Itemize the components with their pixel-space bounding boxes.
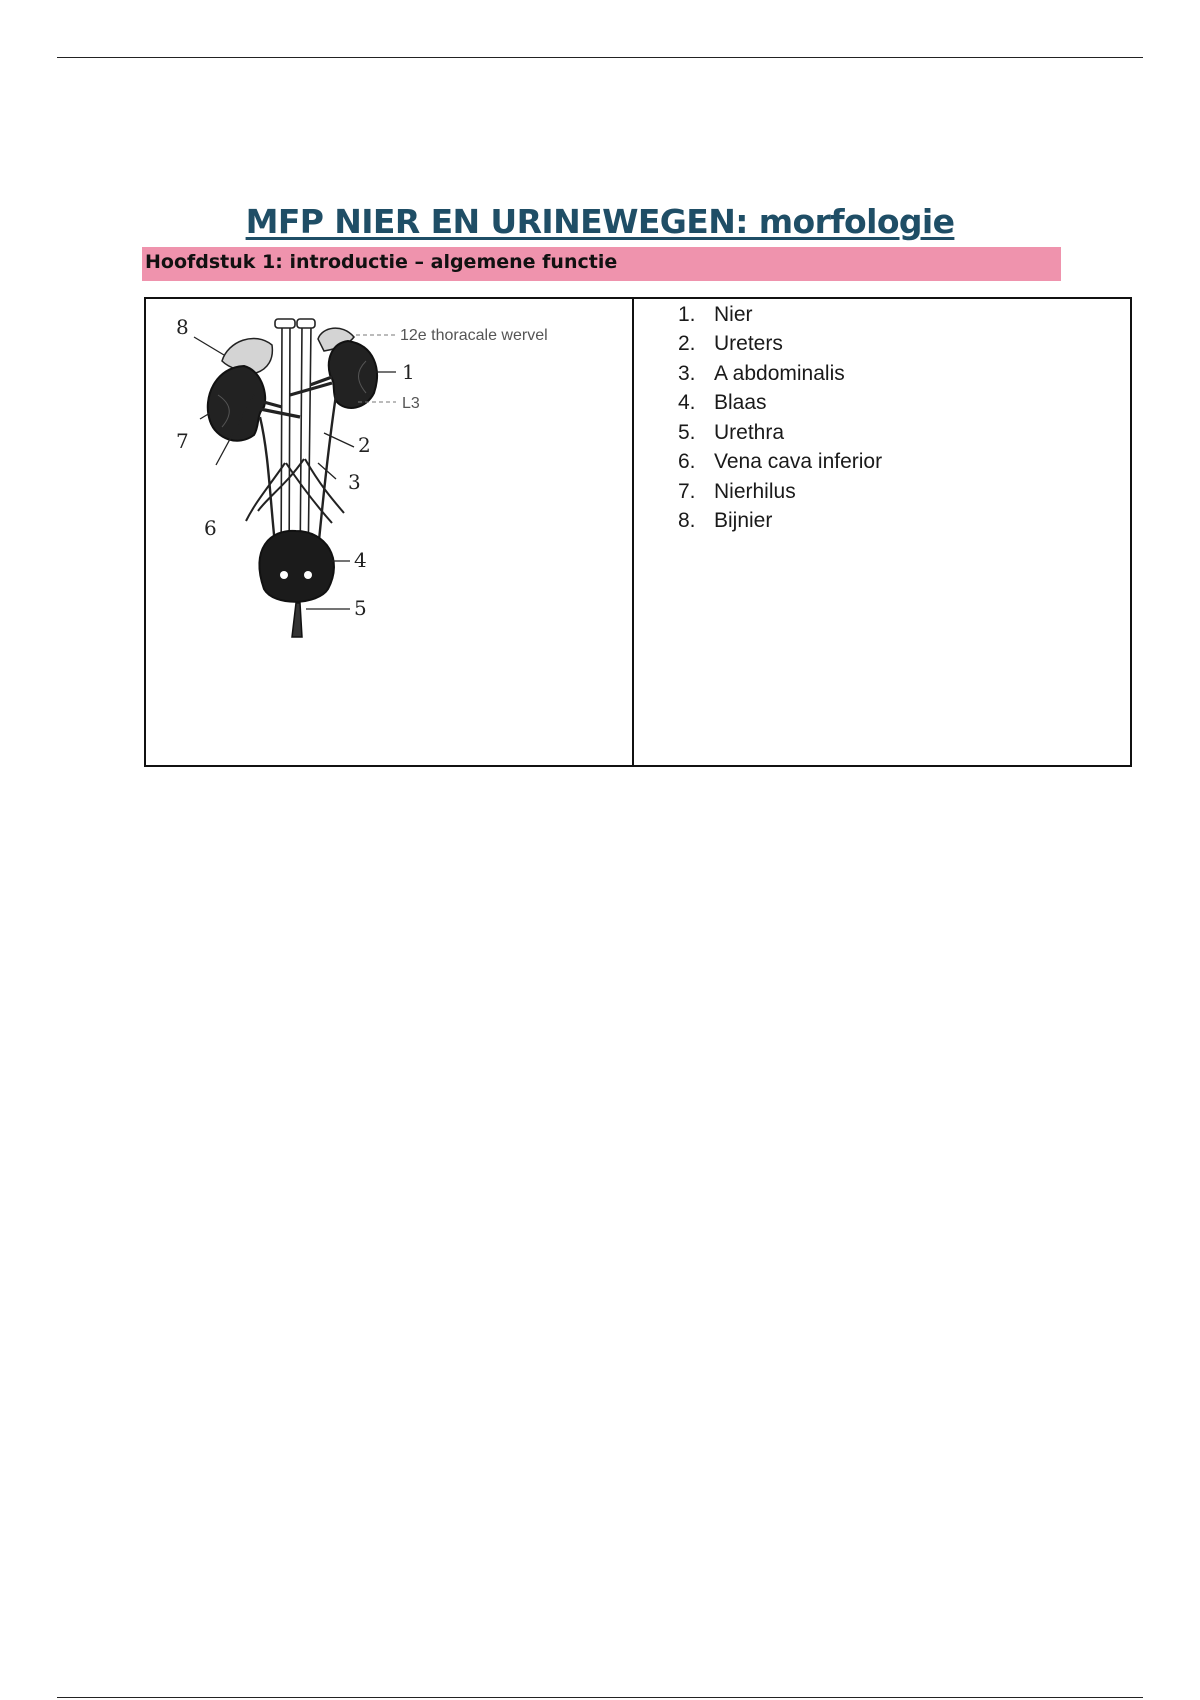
marker-3: 3 (348, 470, 361, 494)
marker-4: 4 (354, 548, 367, 572)
legend-label: Vena cava inferior (714, 450, 883, 474)
marker-5: 5 (354, 596, 367, 620)
legend-item (678, 300, 882, 330)
legend-label: Urethra (714, 420, 785, 444)
legend-item (678, 389, 882, 419)
l3-label: L3 (402, 395, 420, 412)
legend-label: A abdominalis (714, 361, 845, 385)
legend-number: 7. (678, 479, 696, 503)
legend-item (678, 418, 882, 448)
urinary-system-diagram (160, 309, 620, 639)
legend-number: 5. (678, 420, 696, 444)
marker-7: 7 (176, 429, 189, 453)
marker-6: 6 (204, 516, 217, 540)
kidney-left-shape (208, 366, 265, 441)
diagram-cell (146, 299, 634, 765)
legend-cell (634, 299, 1130, 765)
marker-2: 2 (358, 433, 371, 457)
legend-label: Blaas (714, 391, 767, 415)
legend-item (678, 359, 882, 389)
legend-item (678, 448, 882, 478)
legend-number: 4. (678, 391, 696, 415)
marker-1: 1 (402, 360, 415, 384)
legend-label: Bijnier (714, 509, 773, 533)
legend-list (678, 300, 882, 536)
legend-number: 2. (678, 332, 696, 356)
legend-number: 1. (678, 302, 696, 326)
content-table (144, 297, 1132, 767)
legend-label: Nier (714, 302, 753, 326)
legend-item (678, 477, 882, 507)
marker-8: 8 (176, 315, 189, 339)
bladder-shape (259, 531, 334, 602)
document-title: MFP NIER EN URINEWEGEN: morfologie (245, 202, 955, 242)
legend-label: Nierhilus (714, 479, 796, 503)
footer-rule (57, 1697, 1143, 1698)
vertebra-label: 12e thoracale wervel (400, 327, 548, 344)
chapter-heading: Hoofdstuk 1: introductie – algemene functie (142, 247, 1061, 281)
legend-label: Ureters (714, 332, 783, 356)
header-rule (57, 57, 1143, 58)
legend-number: 6. (678, 450, 696, 474)
legend-item (678, 507, 882, 537)
urethra-shape (292, 603, 302, 637)
legend-number: 8. (678, 509, 696, 533)
legend-number: 3. (678, 361, 696, 385)
legend-item (678, 330, 882, 360)
